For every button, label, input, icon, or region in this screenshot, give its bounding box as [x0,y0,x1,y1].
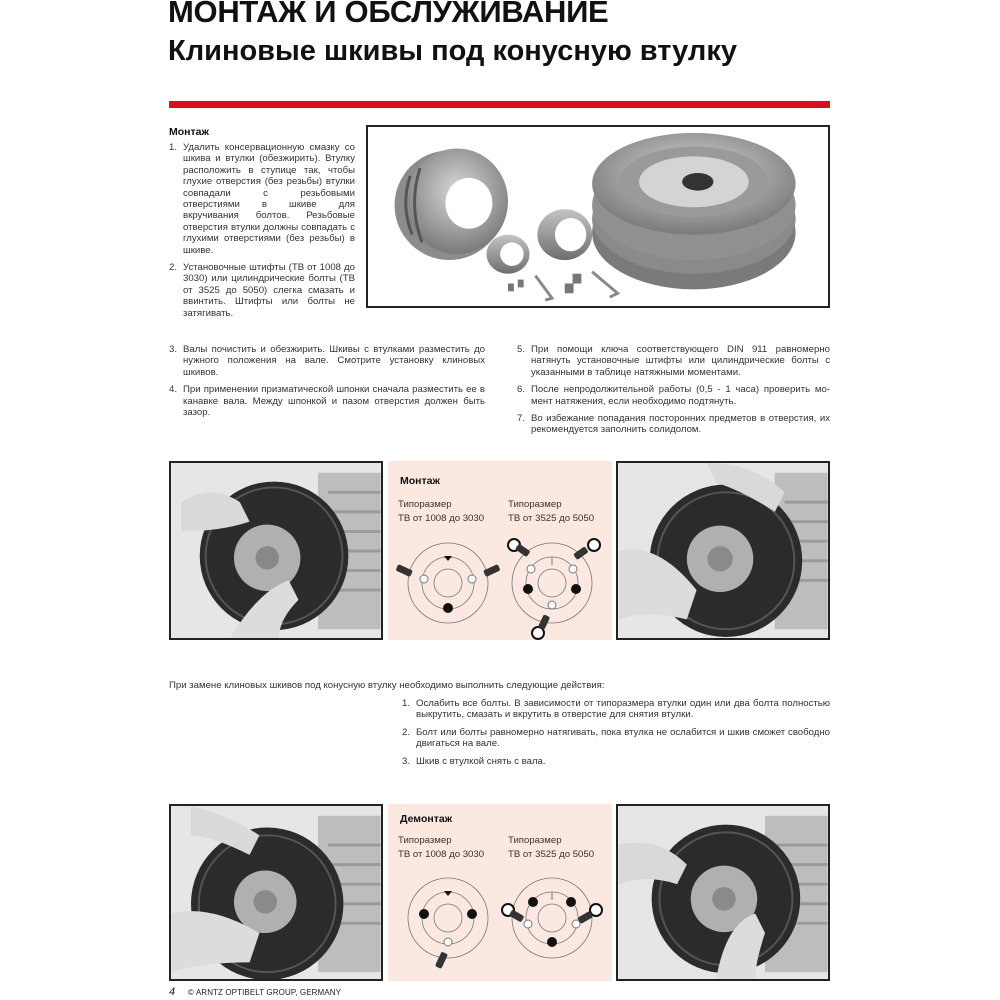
removal-step: 2. Болт или болты равномерно натягивать, пока втулка не ослабится и шкив сможет свободно двигаться на вале. [402,726,830,750]
bolt-holes-a [395,556,500,613]
size-range-b: ТВ от 3525 до 5050 [508,513,595,524]
mounting-section-title: Монтаж [169,126,209,138]
mounting-step: 4. При применении призматической шпонки сначала разместить ее в канавке вала. Между шпонкой и пазом отверстия должен быть зазор. [169,384,485,419]
size-column-a [398,498,484,526]
mount-diagram-panel [388,461,612,640]
copyright: © ARNTZ OPTIBELT GROUP, GERMANY [188,988,342,997]
mounting-step: 5. При помощи ключа соответствующего DIN 911 равномерно натянуть установочные штифты или цилиндрические болты с указанными в таблице натяжными моментами. [517,344,830,378]
dismount-panel-title: Демонтаж [400,813,453,825]
pulleys-product-photo [366,125,830,308]
mounting-steps-list-c [517,344,830,442]
pulley-remove-photo [618,806,828,979]
size-label-a: Типоразмер [398,499,452,510]
pulley-mount-photo [171,463,381,638]
mounting-steps-list-a [169,142,355,325]
dismount-photo-left [169,804,383,981]
removal-step: 1. Ослабить все болты. В зависимости от типоразмера втулки один или два болта полностью выкрутить, смазать и вкрутить в отверстие для снятия втулки. [402,698,830,721]
removal-intro: При замене клиновых шкивов под конусную втулку необходимо выполнить следующие действия: [169,680,605,691]
bushing-diagram-dismount [388,870,612,981]
page-number: 4 [169,986,176,998]
accent-divider [169,101,830,108]
mounting-step: 1. Удалить консервационную смазку со шкива и втулки (обезжирить). Втулку расположить в ступице так, чтобы глухие отверстия (без резьбы) втулки совпадали с резьбовыми отверстиями в шкиве для вкручивания болтов. Резьбовые отверстия втулки должны совпадать с глухими отверстиями (без резьбы) в шкиве. [169,142,355,256]
size-range-a: ТВ от 1008 до 3030 [398,513,485,524]
page-title: МОНТАЖ И ОБСЛУЖИВАНИЕ [168,0,609,29]
removal-steps-list [402,698,830,773]
mounting-steps-list-b [169,344,485,424]
bushing-tighten-photo [618,463,828,638]
size-column-a [398,834,484,862]
bushing-diagram-mount [388,531,612,640]
size-label-a: Типоразмер [398,835,452,846]
pulley-illustration [368,127,828,306]
dismount-diagram-panel [388,804,612,981]
mounting-step: 7. Во избежание попадания посторонних предметов в отверстия, их рекомендуется заполнить солидолом. [517,413,830,436]
bolt-holes-b [502,892,602,947]
mount-photo-right [616,461,830,640]
mounting-step: 6. После непродолжительной работы (0,5 - 1 часа) проверить мо-мент натяжения, если необходимо подтянуть. [517,384,830,407]
bolt-holes-b [508,539,600,639]
size-range-a: ТВ от 1008 до 3030 [398,849,485,860]
mounting-step: 3. Валы почистить и обезжирить. Шкивы с втулками разместить до нужного положения на вале. Смотрите установку клиновых шкивов. [169,344,485,378]
size-column-b [508,498,594,526]
dismount-photo-right [616,804,830,981]
removal-step: 3. Шкив с втулкой снять с вала. [402,755,546,767]
bolt-holes-a [419,891,477,969]
size-column-b [508,834,594,862]
size-label-b: Типоразмер [508,499,562,510]
mounting-step: 2. Установочные штифты (ТВ от 1008 до 3030) или цилиндрические болты (ТВ от 3525 до 5050) слегка смазать и ввинтить. Штифты или болты не затягивать. [169,262,355,319]
size-range-b: ТВ от 3525 до 5050 [508,849,595,860]
bolt-loosen-photo [171,806,381,979]
page-subtitle: Клиновые шкивы под конусную втулку [168,35,737,67]
mount-panel-title: Монтаж [400,475,440,487]
size-label-b: Типоразмер [508,835,562,846]
mount-photo-left [169,461,383,640]
